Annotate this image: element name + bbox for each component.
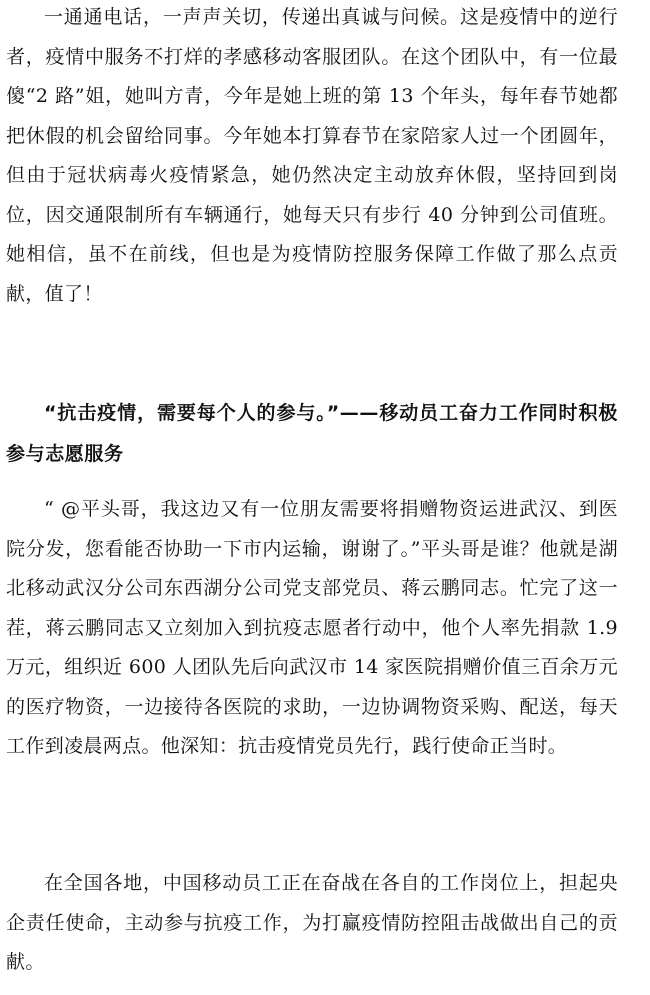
section-heading: “抗击疫情，需要每个人的参与。”——移动员工奋力工作同时积极参与志愿服务 <box>6 402 618 465</box>
paragraph-customer-service-team: 一通通电话，一声声关切，传递出真诚与问候。这是疫情中的逆行者，疫情中服务不打烊的孝感移动客服团队。在这个团队中，有一位最傻“2 路”姐，她叫方青，今年是她上班的第 13 个年头，每年春节她都把休假的机会留给同事。今年她本打算春节在家陪家人过一个团圆年，但由于冠状病毒火疫情紧急，她仍然决定主动放弃休假，坚持回到岗位，因交通限制所有车辆通行，她每天只有步行 40 分钟到公司值班。她相信，虽不在前线，但也是为疫情防控服务保障工作做了那么点贡献，值了！ <box>6 6 618 305</box>
paragraph-conclusion: 在全国各地，中国移动员工正在奋战在各自的工作岗位上，担起央企责任使命，主动参与抗疫工作，为打赢疫情防控阻击战做出自己的贡献。 <box>6 872 618 973</box>
paragraph-volunteer: “ @平头哥，我这边又有一位朋友需要将捐赠物资运进武汉、到医院分发，您看能否协助一下市内运输，谢谢了。”平头哥是谁？他就是湖北移动武汉分公司东西湖分公司党支部党员、蒋云鹏同志。忙完了这一茬，蒋云鹏同志又立刻加入到抗疫志愿者行动中，他个人率先捐款 1.9 万元，组织近 600 人团队先后向武汉市 14 家医院捐赠价值三百余万元的医疗物资，一边接待各医院的求助，一边协调物资采购、配送，每天工作到凌晨两点。他深知：抗击疫情党员先行，践行使命正当时。 <box>6 498 618 757</box>
